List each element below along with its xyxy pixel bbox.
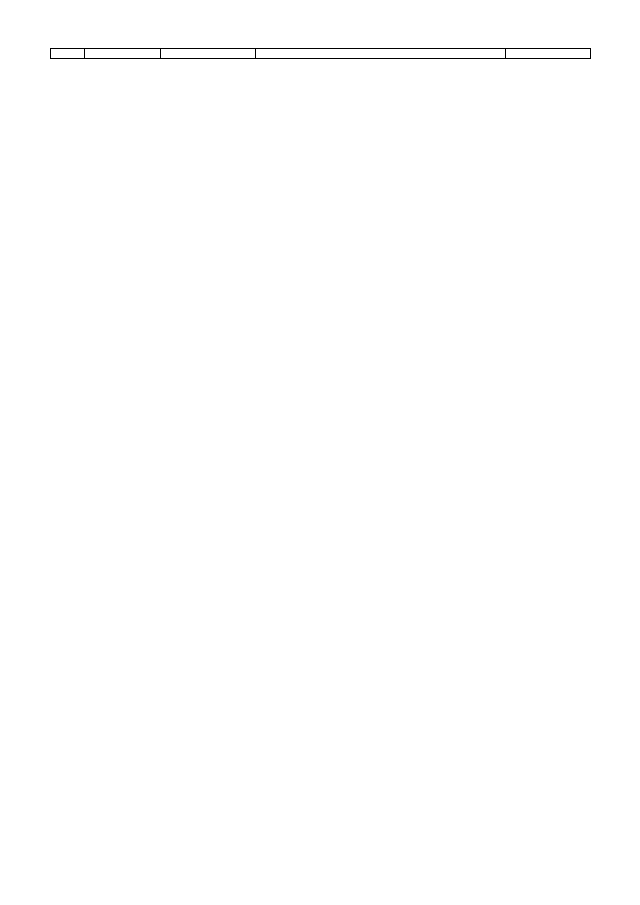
- column-number-row: [51, 49, 591, 59]
- column-header-work-type: [256, 49, 506, 59]
- repair-schedule-table: [50, 48, 591, 59]
- column-header-locality: [85, 49, 161, 59]
- column-header-address: [161, 49, 256, 59]
- column-header-row-number: [51, 49, 85, 59]
- column-header-period: [506, 49, 591, 59]
